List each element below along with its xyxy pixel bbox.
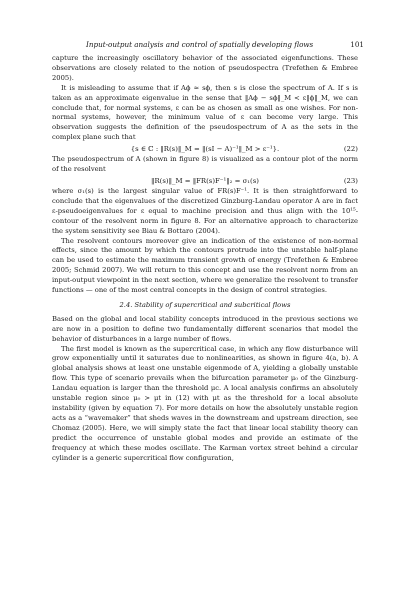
section-heading: 2.4. Stability of supercritical and subcritical flows — [119, 300, 291, 309]
equation-number: (22) — [343, 145, 358, 154]
paragraph: Based on the global and local stability concepts introduced in the previous sections we are now in a position to define two fundamentally different scenarios that model the behavior of disturbances in a large number of flows. — [52, 314, 358, 343]
equation-body: ‖R(s)‖_M = ‖FR(s)F⁻¹‖₂ = σ₁(s) — [151, 176, 259, 185]
body-text — [52, 54, 358, 463]
paragraph: The resolvent contours moreover give an indication of the existence of non-normal effects, since the amount by which the contours protrude into the unstable half-plane can be used to estimate the maximum transient growth of energy (Trefethen & Embree 2005; Schmid 2007). We will return to this concept and use the resolvent norm from an input-output viewpoint in the next section, where we generalize the resolvent to transfer functions — one of the most central concepts in the design of control strategies. — [52, 236, 358, 295]
paragraph: The first model is known as the supercritical case, in which any flow disturbance will grow exponentially until it saturates due to nonlinearities, as shown in figure 4(a, b). A global analysis shows at least one unstable eigenmode of A, yielding a globally unstable flow. This type of scenario prevails when the bifurcation parameter μ₀ of the Ginzburg-Landau equation is larger than the threshold μc. A local analysis confirms an absolutely unstable region since μ₀ > μt in (12) with μt as the threshold for a local absolute instability (given by equation 7). For more details on how the absolutely unstable region acts as a “wavemaker” that sheds waves in the downstream and upstream direction, see Chomaz (2005). Here, we will simply state the fact that linear local stability theory can predict the occurrence of unstable global modes and provide an estimate of the frequency at which these modes oscillate. The Karman vortex street behind a circular cylinder is a generic supercritical flow configuration, — [52, 344, 358, 462]
equation-number: (23) — [343, 176, 358, 185]
running-header — [52, 40, 364, 54]
paragraph: The pseudospectrum of A (shown in figure 8) is visualized as a contour plot of the norm of the resolvent — [52, 155, 358, 174]
paragraph: It is misleading to assume that if Aϕ ≈ sϕ, then s is close the spectrum of A. If s is taken as an approximate eigenvalue in the sense that ‖Aϕ − sϕ‖_M < ε‖ϕ‖_M, we can conclude that, for normal systems, ε can be as chosen as small as one wishes. For non-normal systems, however, the minimum value of ε can become very large. This observation suggests the definition of the pseudospectrum of A as the sets in the complex plane such that — [52, 83, 358, 142]
page — [52, 40, 364, 463]
paragraph: where σ₁(s) is the largest singular value of FR(s)F⁻¹. It is then straightforward to conclude that the eigenvalues of the discretized Ginzburg-Landau operator A are in fact ε-pseudoeigenvalues for ε equal to machine precision and thus align with the 10¹⁵-contour of the resolvent norm in figure 8. For an alternative approach to characterize the system sensitivity see Biau & Bottaro (2004). — [52, 186, 358, 235]
running-title: Input-output analysis and control of spatially developing flows — [86, 40, 314, 49]
equation-body: {s ∈ ℂ : ‖R(s)‖_M = ‖(sI − A)⁻¹‖_M > ε⁻¹}. — [130, 145, 280, 154]
paragraph: capture the increasingly oscillatory behavior of the associated eigenfunctions. These observations are closely related to the notion of pseudospectra (Trefethen & Embree 2005). — [52, 54, 358, 82]
equation-22 — [52, 143, 358, 155]
equation-23 — [52, 175, 358, 187]
page-number: 101 — [350, 40, 364, 49]
